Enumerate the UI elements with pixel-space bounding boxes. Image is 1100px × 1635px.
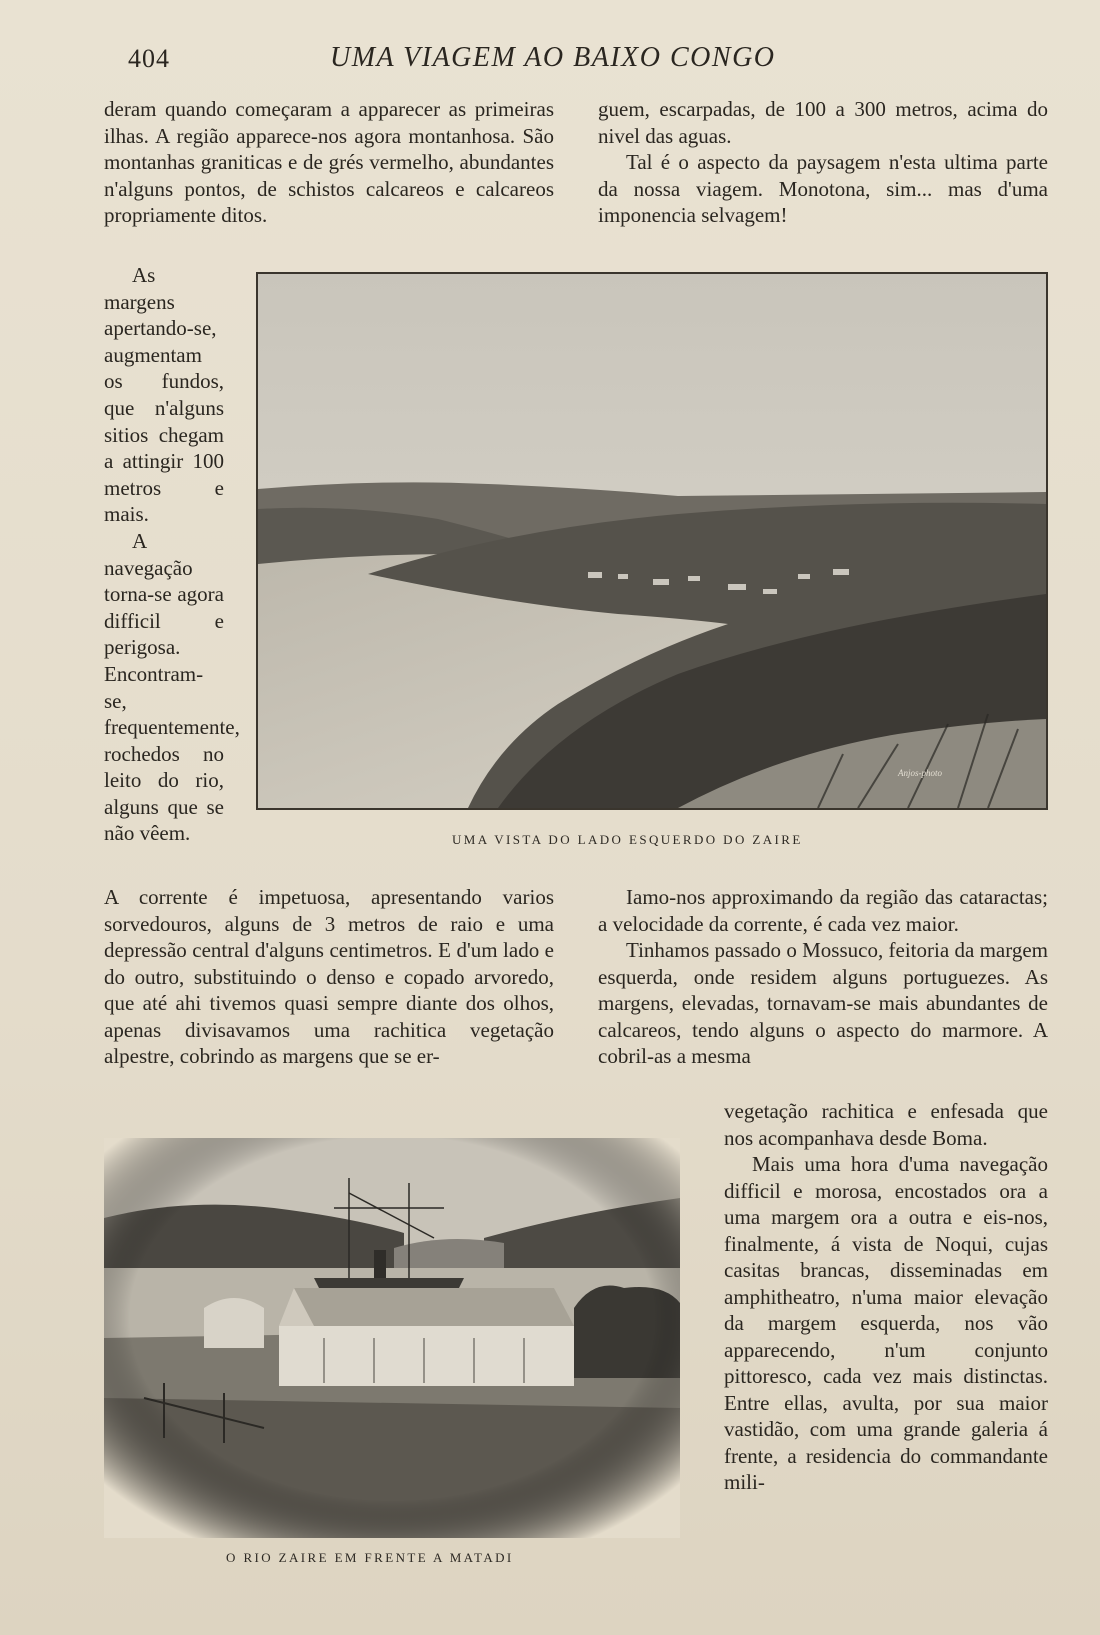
paragraph: Iamo-nos approximando da região das cataractas; a velocidade da corrente, é cada vez maior.	[598, 885, 1048, 936]
caption-photo1: UMA VISTA DO LADO ESQUERDO DO ZAIRE	[452, 832, 803, 847]
text-top-left	[104, 96, 554, 229]
photo-matadi	[104, 1138, 680, 1538]
text-middle-right	[598, 884, 1048, 1070]
paragraph: guem, escarpadas, de 100 a 300 metros, acima do nivel das aguas.	[598, 97, 1048, 148]
photo-river-left-bank-image	[258, 274, 1046, 808]
text-middle-left	[104, 884, 554, 1070]
photo-signature: Anjos-photo	[898, 768, 942, 778]
page-number: 404	[128, 44, 170, 73]
text-top-right	[598, 96, 1048, 229]
paragraph: Mais uma hora d'uma navegação difficil e morosa, encostados ora a uma margem ora a outra e eis-nos, finalmente, á vista de Noqui, cujas casitas brancas, disseminadas em amphitheatro, n'uma maior elevação da margem esquerda, nos vão apparecendo, n'um conjunto pittoresco, cada vez mais distinctas. Entre ellas, avulta, por sua maior vastidão, com uma grande galeria á frente, a residencia do commandante mili-	[724, 1152, 1048, 1494]
text-narrow-column	[104, 262, 240, 847]
caption-photo2: O RIO ZAIRE EM FRENTE A MATADI	[226, 1550, 514, 1565]
paragraph: As margens apertando-se, augmentam os fundos, que n'alguns sitios chegam a attingir 100 metros e mais.	[104, 263, 224, 527]
photo-matadi-image	[104, 1138, 680, 1538]
running-title: UMA VIAGEM AO BAIXO CONGO	[330, 42, 776, 73]
paragraph: deram quando começaram a apparecer as primeiras ilhas. A região apparece-nos agora montanhosa. São montanhas graniticas e de grés vermelho, abundantes n'alguns pontos, de schistos calcareos e calcareos propriamente ditos.	[104, 97, 554, 227]
paragraph: vegetação rachitica e enfesada que nos acompanhava desde Boma.	[724, 1099, 1048, 1150]
paragraph: A navegação torna-se agora difficil e perigosa. Encontram-se, frequentemente, rochedos no leito do rio, alguns que se não vêem.	[104, 528, 240, 846]
paragraph: A corrente é impetuosa, apresentando varios sorvedouros, alguns de 3 metros de raio e uma depressão central d'alguns centimetros. E d'um lado e do outro, substituindo o denso e copado arvoredo, que até ahi tivemos quasi sempre diante dos olhos, apenas divisavamos uma rachitica vegetação alpestre, cobrindo as margens que se er-	[104, 885, 554, 1068]
photo-river-left-bank	[256, 272, 1048, 810]
paragraph: Tal é o aspecto da paysagem n'esta ultima parte da nossa viagem. Monotona, sim... mas d'uma imponencia selvagem!	[598, 150, 1048, 227]
text-lower-right	[724, 1098, 1048, 1496]
paragraph: Tinhamos passado o Mossuco, feitoria da margem esquerda, onde residem alguns portuguezes. As margens, elevadas, tornavam-se mais abundantes de calcareos, tendo alguns o aspecto do marmore. A cobril-as a mesma	[598, 938, 1048, 1068]
